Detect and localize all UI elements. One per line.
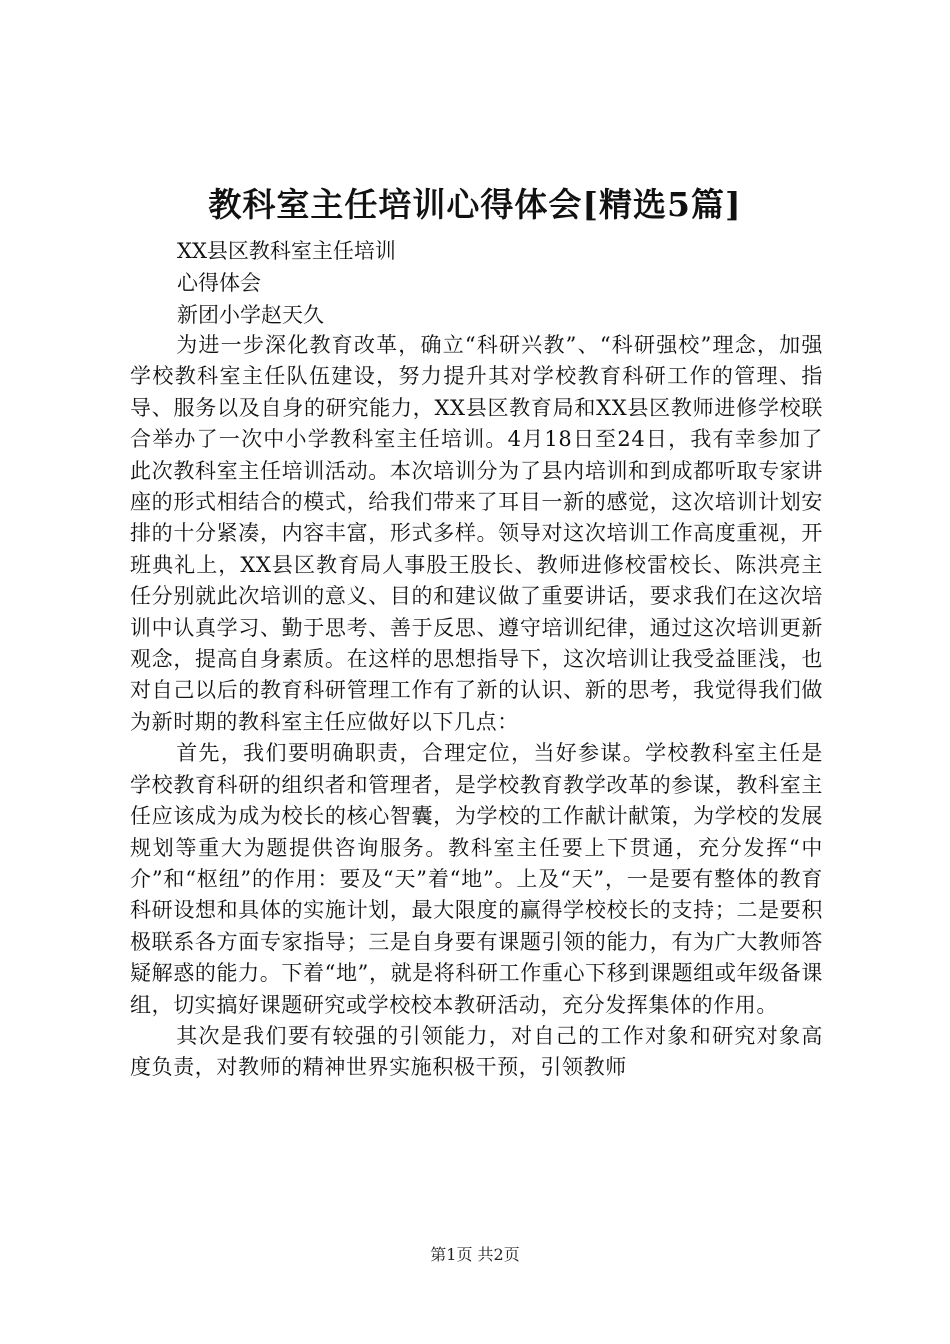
- paragraph-intro: 为进一步深化教育改革，确立“科研兴教”、“科研强校”理念，加强学校教科室主任队伍建设，努力提升其对学校教育科研工作的管理、指导、服务以及自身的研究能力，XX县区教育局和XX县区教师进修学校联合举办了一次中小学教科室主任培训。4月18日至24日，我有幸参加了此次教科室主任培训活动。本次培训分为了县内培训和到成都听取专家讲座的形式相结合的模式，给我们带来了耳目一新的感觉，这次培训计划安排的十分紧凑，内容丰富，形式多样。领导对这次培训工作高度重视，开班典礼上，XX县区教育局人事股王股长、教师进修校雷校长、陈洪亮主任分别就此次培训的意义、目的和建议做了重要讲话，要求我们在这次培训中认真学习、勤于思考、善于反思、遵守培训纪律，通过这次培训更新观念，提高自身素质。在这样的思想指导下，这次培训让我受益匪浅，也对自己以后的教育科研管理工作有了新的认识、新的思考，我觉得我们做为新时期的教科室主任应做好以下几点：: [130, 333, 823, 734]
- meta-line-training-name: XX县区教科室主任培训: [177, 239, 396, 263]
- meta-line-subtitle: 心得体会: [177, 271, 261, 295]
- page-footer: 第1页 共2页: [430, 1245, 520, 1264]
- document-title: 教科室主任培训心得体会[精选5篇]: [208, 185, 742, 224]
- paragraph-first-point: 首先，我们要明确职责，合理定位，当好参谋。学校教科室主任是学校教育科研的组织者和管理者，是学校教育教学改革的参谋，教科室主任应该成为成为校长的核心智囊，为学校的工作献计献策，为学校的发展规划等重大为题提供咨询服务。教科室主任要上下贯通，充分发挥“中介”和“枢纽”的作用：要及“天”着“地”。上及“天”，一是要有整体的教育科研设想和具体的实施计划，最大限度的赢得学校校长的支持；二是要积极联系各方面专家指导；三是自身要有课题引领的能力，有为广大教师答疑解惑的能力。下着“地”，就是将科研工作重心下移到课题组或年级备课组，切实搞好课题研究或学校校本教研活动，充分发挥集体的作用。: [130, 741, 823, 1017]
- meta-line-author: 新团小学赵天久: [177, 303, 324, 327]
- document-body: [130, 330, 823, 1084]
- paragraph-second-point: 其次是我们要有较强的引领能力，对自己的工作对象和研究对象高度负责，对教师的精神世界实施积极干预，引领教师: [130, 1023, 823, 1080]
